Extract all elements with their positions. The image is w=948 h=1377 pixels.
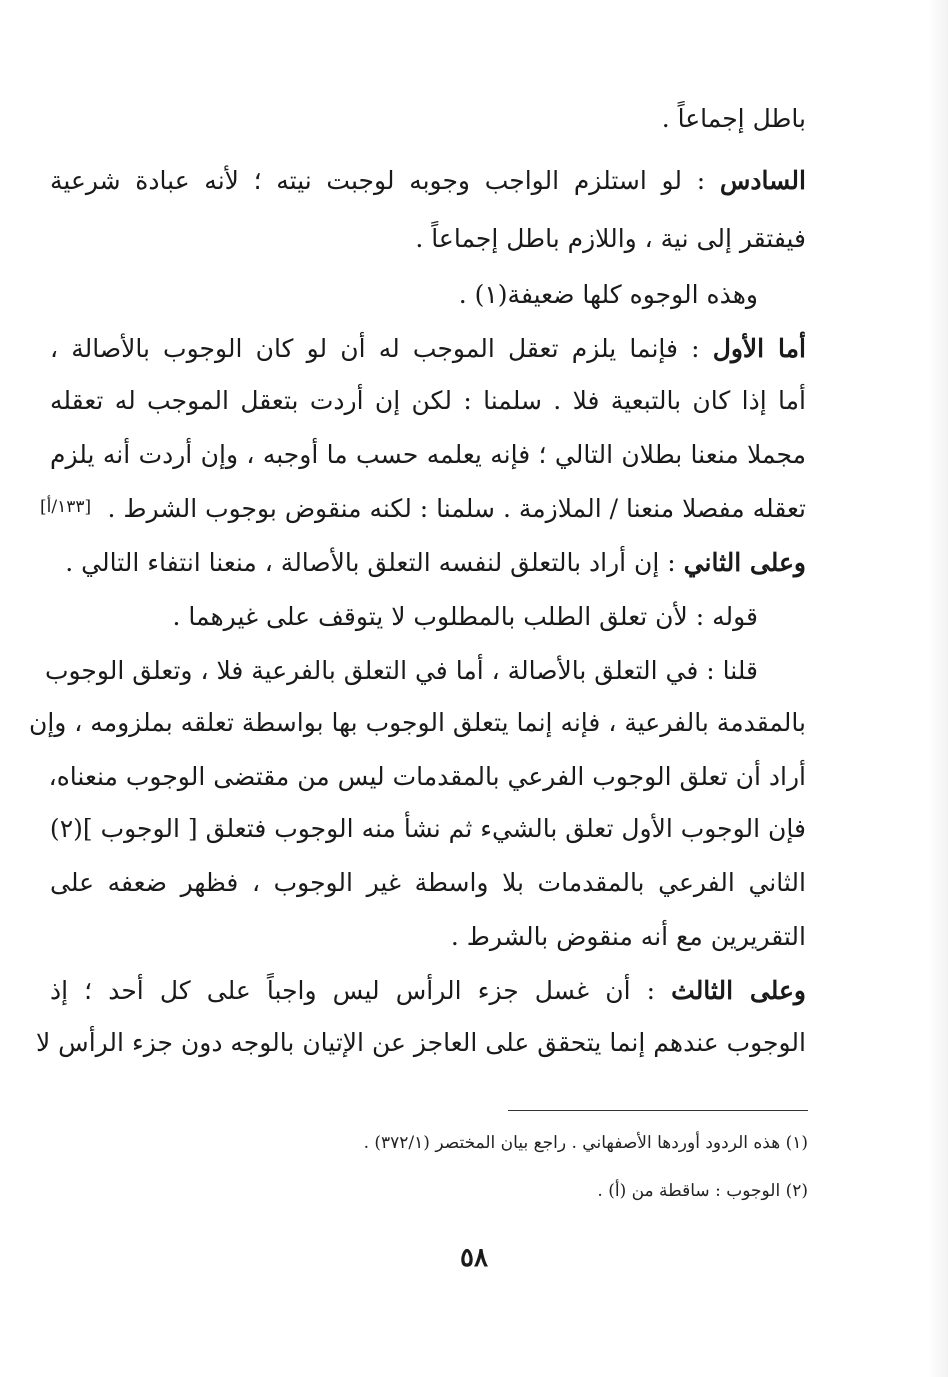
body-line-2: السادس : لو استلزم الواجب وجوبه لوجبت نيته ؛ لأنه عبادة شرعية (50, 166, 806, 195)
body-line-16: التقريرين مع أنه منقوض بالشرط . (450, 922, 806, 951)
section-lead-second: وعلى الثاني (683, 548, 806, 577)
body-line-8: تعقله مفصلا منعنا / الملازمة . سلمنا : لكنه منقوض بوجوب الشرط . (107, 494, 806, 523)
body-line-11: قلنا : في التعلق بالأصالة ، أما في التعلق بالفرعية فلا ، وتعلق الوجوب (44, 656, 758, 685)
body-line-5: أما الأول : فإنما يلزم تعقل الموجب له أن لو كان الوجوب بالأصالة ، (50, 334, 806, 363)
section-lead-third: وعلى الثالث (671, 976, 806, 1005)
body-line-17: وعلى الثالث : أن غسل جزء الرأس ليس واجباً على كل أحد ؛ إذ (50, 976, 806, 1005)
body-line-13: أراد أن تعلق الوجوب الفرعي بالمقدمات ليس من مقتضى الوجوب منعناه، (48, 762, 806, 791)
page-number: ٥٨ (460, 1243, 488, 1273)
margin-folio-reference: [١٣٣/أ] (40, 497, 92, 517)
footnote-1: (١) هذه الردود أوردها الأصفهاني . راجع بيان المختصر (٣٧٢/١) . (363, 1133, 808, 1153)
body-line-15: الثاني الفرعي بالمقدمات بلا واسطة غير الوجوب ، فظهر ضعفه على (50, 868, 806, 897)
body-line-6: أما إذا كان بالتبعية فلا . سلمنا : لكن إن أردت بتعقل الموجب له تعقله (50, 386, 806, 415)
body-line-14: فإن الوجوب الأول تعلق بالشيء ثم نشأ منه الوجوب فتعلق [ الوجوب ](٢) (49, 814, 806, 843)
body-line-9: وعلى الثاني : إن أراد بالتعلق لنفسه التعلق بالأصالة ، منعنا انتفاء التالي . (65, 548, 806, 577)
footnote-separator (508, 1110, 808, 1111)
section-lead-sixth: السادس (719, 166, 806, 195)
body-line-12: بالمقدمة بالفرعية ، فإنه إنما يتعلق الوجوب بها بواسطة تعلقه بملزومه ، وإن (28, 708, 806, 737)
body-line-7: مجملا منعنا بطلان التالي ؛ فإنه يعلمه حسب ما أوجبه ، وإن أردت أنه يلزم (50, 440, 806, 469)
body-line-1: باطل إجماعاً . (661, 104, 806, 133)
body-line-18: الوجوب عندهم إنما يتحقق على العاجز عن الإتيان بالوجه دون جزء الرأس لا (35, 1028, 806, 1057)
body-line-3: فيفتقر إلى نية ، واللازم باطل إجماعاً . (415, 224, 806, 253)
body-line-10: قوله : لأن تعلق الطلب بالمطلوب لا يتوقف على غيرهما . (172, 602, 758, 631)
section-lead-first: أما الأول (712, 334, 806, 363)
body-line-4: وهذه الوجوه كلها ضعيفة(١) . (458, 280, 758, 309)
page-spine-shadow (928, 0, 948, 1377)
footnote-2: (٢) الوجوب : ساقطة من (أ) . (597, 1181, 808, 1201)
